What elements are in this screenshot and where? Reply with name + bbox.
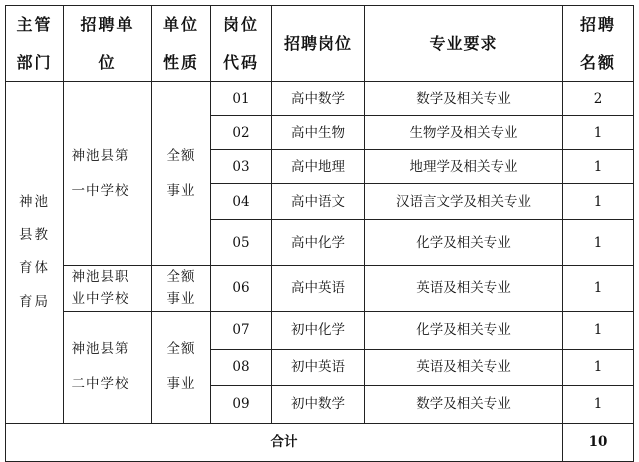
department-cell: 神池县教育体育局 <box>6 82 64 424</box>
header-quota: 招聘名额 <box>563 6 634 82</box>
major-cell: 地理学及相关专业 <box>365 150 563 184</box>
quota-cell: 1 <box>563 349 634 385</box>
post-cell: 初中数学 <box>272 385 365 423</box>
quota-cell: 1 <box>563 266 634 312</box>
post-cell: 初中化学 <box>272 311 365 349</box>
post-cell: 高中语文 <box>272 184 365 220</box>
header-nature: 单位性质 <box>152 6 211 82</box>
major-cell: 化学及相关专业 <box>365 220 563 266</box>
total-row <box>6 423 634 461</box>
nature-cell: 全额事业 <box>152 266 211 312</box>
post-cell: 高中生物 <box>272 116 365 150</box>
quota-cell: 2 <box>563 82 634 116</box>
header-row <box>6 6 634 82</box>
code-cell: 09 <box>211 385 272 423</box>
code-cell: 08 <box>211 349 272 385</box>
code-cell: 02 <box>211 116 272 150</box>
table-row <box>6 82 634 116</box>
header-post: 招聘岗位 <box>272 6 365 82</box>
quota-cell: 1 <box>563 385 634 423</box>
header-unit: 招聘单位 <box>64 6 152 82</box>
total-label: 合计 <box>6 423 563 461</box>
post-cell: 高中英语 <box>272 266 365 312</box>
code-cell: 04 <box>211 184 272 220</box>
major-cell: 汉语言文学及相关专业 <box>365 184 563 220</box>
header-dept: 主管部门 <box>6 6 64 82</box>
post-cell: 高中地理 <box>272 150 365 184</box>
major-cell: 英语及相关专业 <box>365 266 563 312</box>
post-cell: 初中英语 <box>272 349 365 385</box>
major-cell: 数学及相关专业 <box>365 385 563 423</box>
post-cell: 高中数学 <box>272 82 365 116</box>
major-cell: 生物学及相关专业 <box>365 116 563 150</box>
quota-cell: 1 <box>563 220 634 266</box>
quota-cell: 1 <box>563 184 634 220</box>
nature-cell: 全额事业 <box>152 311 211 423</box>
major-cell: 英语及相关专业 <box>365 349 563 385</box>
unit-cell: 神池县第一中学校 <box>64 82 152 266</box>
code-cell: 07 <box>211 311 272 349</box>
code-cell: 03 <box>211 150 272 184</box>
quota-cell: 1 <box>563 150 634 184</box>
table-row <box>6 311 634 349</box>
post-cell: 高中化学 <box>272 220 365 266</box>
code-cell: 01 <box>211 82 272 116</box>
quota-cell: 1 <box>563 311 634 349</box>
major-cell: 化学及相关专业 <box>365 311 563 349</box>
total-value: 10 <box>563 423 634 461</box>
table-row <box>6 266 634 312</box>
recruitment-table <box>5 5 634 462</box>
unit-cell: 神池县职业中学校 <box>64 266 152 312</box>
header-major: 专业要求 <box>365 6 563 82</box>
code-cell: 05 <box>211 220 272 266</box>
header-code: 岗位代码 <box>211 6 272 82</box>
quota-cell: 1 <box>563 116 634 150</box>
major-cell: 数学及相关专业 <box>365 82 563 116</box>
nature-cell: 全额事业 <box>152 82 211 266</box>
unit-cell: 神池县第二中学校 <box>64 311 152 423</box>
code-cell: 06 <box>211 266 272 312</box>
